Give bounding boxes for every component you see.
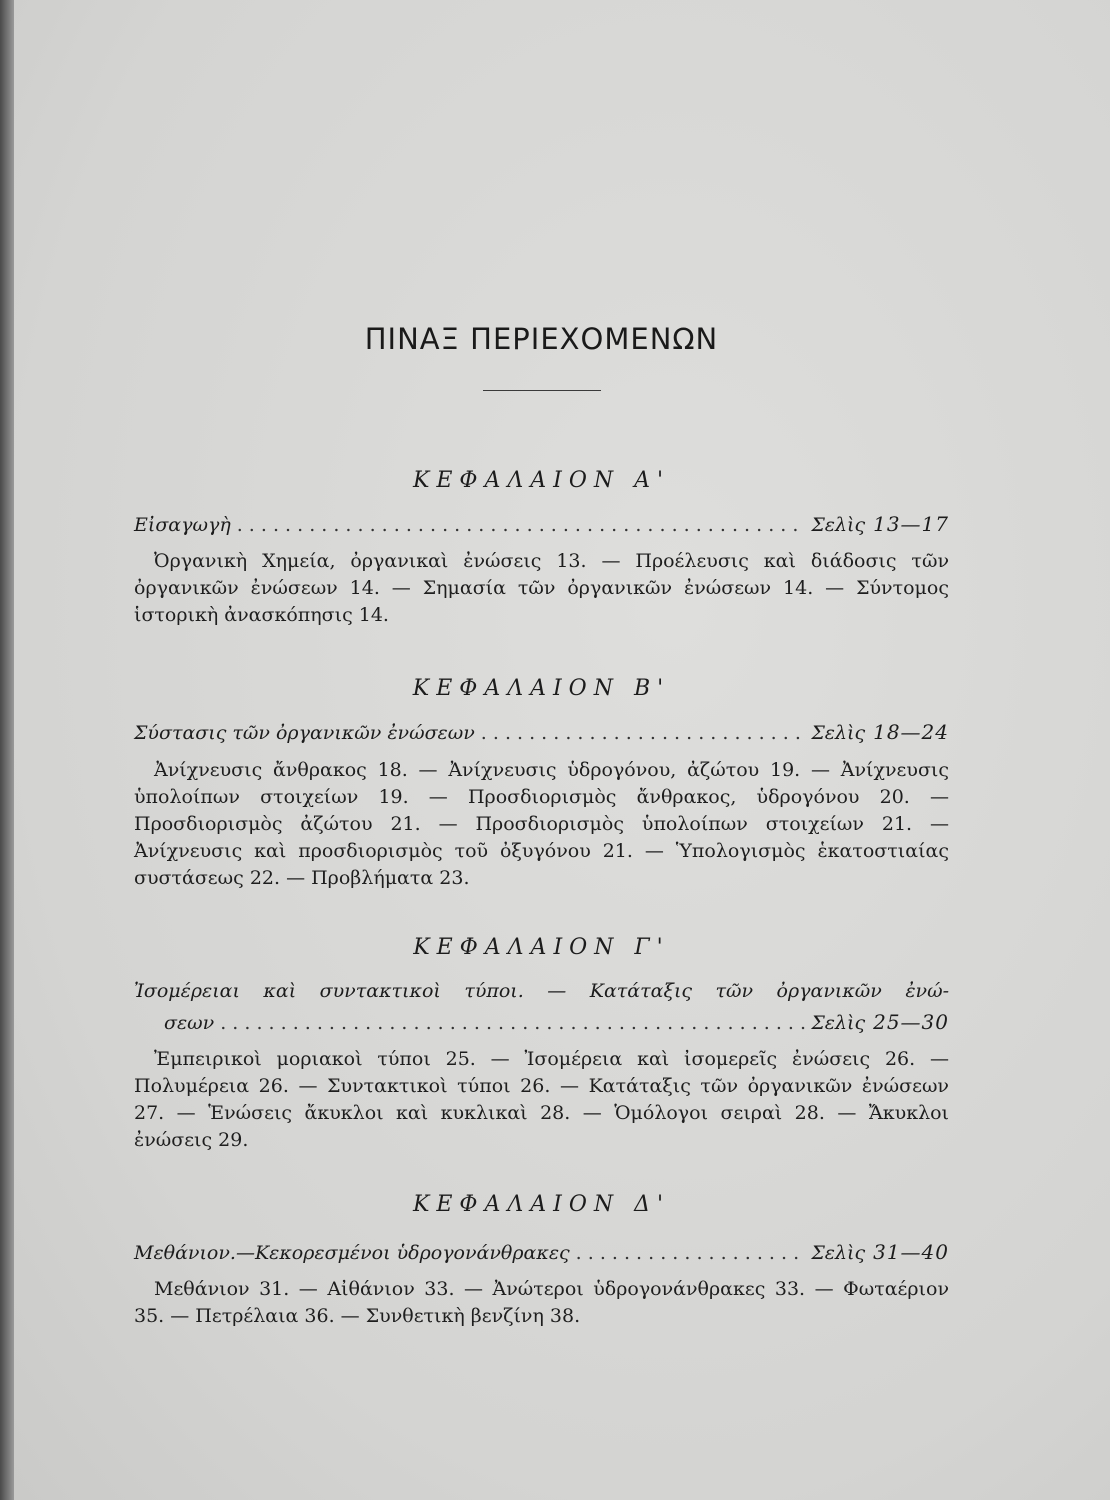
- pages-label: Σελὶς: [811, 514, 866, 536]
- pages-label: Σελὶς: [811, 722, 866, 744]
- dot-leader: [220, 1012, 805, 1034]
- toc-entry-a: [134, 512, 949, 536]
- title-rule: [483, 390, 601, 391]
- entry-pages: [811, 1010, 949, 1034]
- entry-name: Μεθάνιον.—Κεκορεσμένοι ὑδρογονάνθρακες: [134, 1242, 570, 1264]
- pages-range: 18—24: [873, 720, 949, 744]
- chapter-heading-a: ΚΕΦΑΛΑΙΟΝ Α': [412, 468, 671, 493]
- toc-entry-d: [134, 1240, 949, 1264]
- pages-range: 25—30: [873, 1010, 949, 1034]
- dot-leader: [237, 514, 806, 536]
- entry-pages: [811, 720, 949, 744]
- book-page: [14, 0, 1110, 1500]
- dot-leader: [576, 1242, 806, 1264]
- entry-name: σεων: [164, 1012, 215, 1034]
- pages-range: 13—17: [873, 512, 949, 536]
- entry-pages: [811, 1240, 949, 1264]
- entry-name: Σύστασις τῶν ὀργανικῶν ἐνώσεων: [134, 722, 475, 744]
- pages-label: Σελὶς: [811, 1242, 866, 1264]
- page-title: ΠΙΝΑΞ ΠΕΡΙΕΧΟΜΕΝΩΝ: [364, 322, 719, 356]
- scan-edge: [0, 0, 14, 1500]
- chapter-heading-c: ΚΕΦΑΛΑΙΟΝ Γ': [413, 935, 670, 960]
- chapter-heading-b: ΚΕΦΑΛΑΙΟΝ Β': [412, 676, 671, 701]
- entry-name: Εἰσαγωγὴ: [134, 514, 231, 536]
- chapter-description-b: Ἀνίχνευσις ἄνθρακος 18. — Ἀνίχνευσις ὑδρογόνου, ἀζώτου 19. — Ἀνίχνευσις ὑπολοίπων στοιχείων 19. — Προσδιορισμὸς ἄνθρακος, ὑδρογόνου 20. — Προσδιορισμὸς ἀζώτου 21. — Προσδιορισμὸς ὑπολοίπων στοιχείων 21. — Ἀνίχνευσις καὶ προσδιορισμὸς τοῦ ὀξυγόνου 21. — Ὑπολογισμὸς ἑκατοστιαίας συστάσεως 22. — Προβλήματα 23.: [134, 759, 949, 889]
- chapter-heading-d: ΚΕΦΑΛΑΙΟΝ Δ': [412, 1192, 671, 1217]
- dot-leader: [481, 722, 806, 744]
- chapter-description-d: Μεθάνιον 31. — Αἰθάνιον 33. — Ἀνώτεροι ὑδρογονάνθρακες 33. — Φωταέριον 35. — Πετρέλαια 36. — Συνθετικὴ βενζίνη 38.: [134, 1278, 949, 1327]
- entry-pages: [811, 512, 949, 536]
- toc-entry-b: [134, 720, 949, 744]
- pages-label: Σελὶς: [811, 1012, 866, 1034]
- pages-range: 31—40: [873, 1240, 949, 1264]
- chapter-description-a: Ὀργανικὴ Χημεία, ὀργανικαὶ ἐνώσεις 13. — Προέλευσις καὶ διάδοσις τῶν ὀργανικῶν ἐνώσεων 14. — Σημασία τῶν ὀργανικῶν ἐνώσεων 14. — Σύντομος ἱστορικὴ ἀνασκόπησις 14.: [134, 550, 949, 626]
- toc-entry-c-line1: Ἰσομέρειαι καὶ συντακτικοὶ τύποι. — Κατάταξις τῶν ὀργανικῶν ἐνώ-: [134, 980, 949, 1002]
- toc-entry-c: [164, 1010, 949, 1034]
- chapter-description-c: Ἐμπειρικοὶ μοριακοὶ τύποι 25. — Ἰσομέρεια καὶ ἰσομερεῖς ἐνώσεις 26. — Πολυμέρεια 26. — Συντακτικοὶ τύποι 26. — Κατάταξις τῶν ὀργανικῶν ἐνώσεων 27. — Ἑνώσεις ἄκυκλοι καὶ κυκλικαὶ 28. — Ὁμόλογοι σειραὶ 28. — Ἄκυκλοι ἐνώσεις 29.: [134, 1048, 949, 1151]
